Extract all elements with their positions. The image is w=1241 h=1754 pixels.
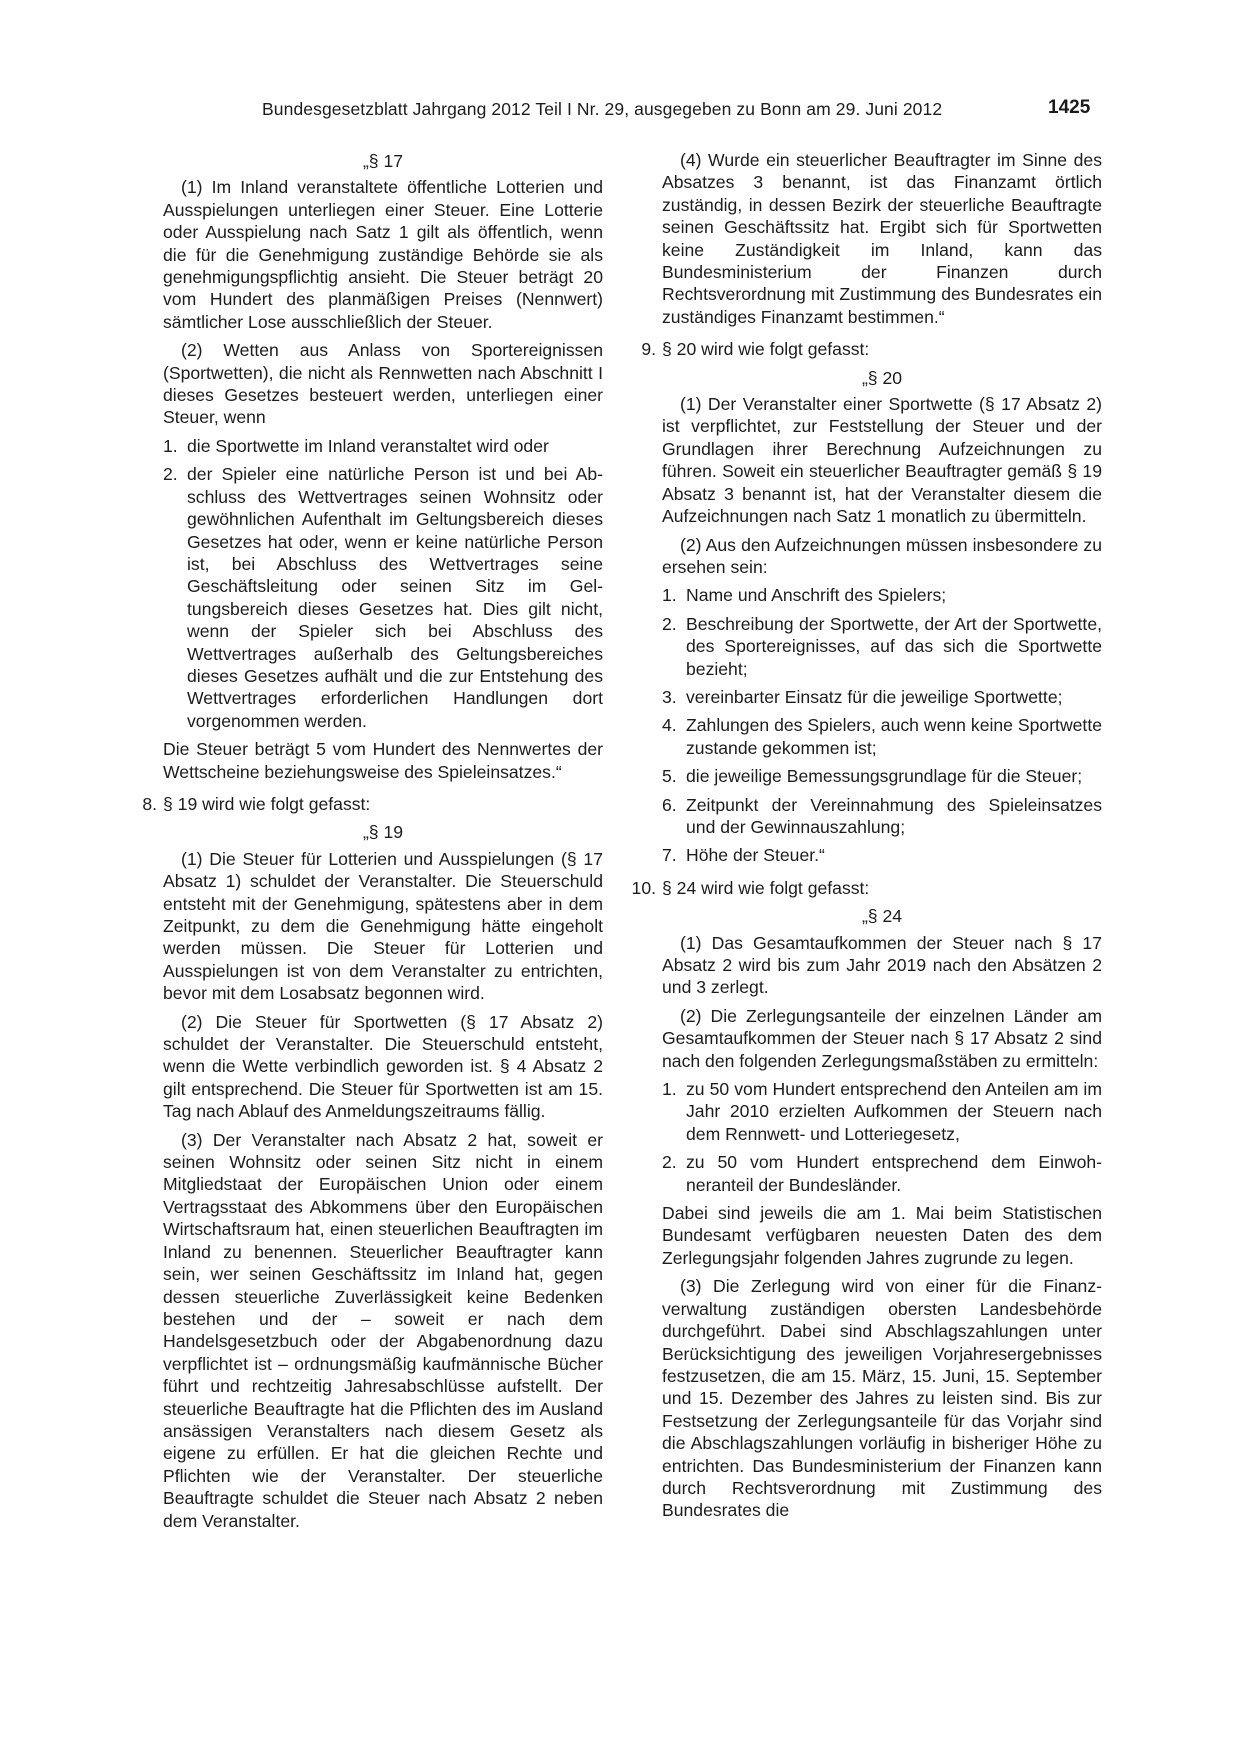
section-20-paragraph-1: (1) Der Veranstalter einer Sportwette (§ 17 Absatz 2) ist verpflichtet, zur Feststellung der Steuer und der Grundlagen ihrer Berechnung Aufzeichnungen zu führen. Soweit ein steuerlicher Beauftragter gemäß § 19 Absatz 3 benannt ist, hat der Veranstalter diesem die Aufzeichnungen nach Satz 1 monatlich zu übermitteln. — [662, 394, 1102, 527]
left-column — [142, 150, 603, 1538]
item-number: 1. — [163, 435, 178, 456]
item-text: die jeweilige Bemessungsgrundlage für die Steuer; — [686, 766, 1083, 787]
section-17-title: „§ 17 — [362, 151, 404, 171]
section-24-closing: Dabei sind jeweils die am 1. Mai beim Statistischen Bundesamt verfügbaren neuesten Daten des dem Zerlegungsjahr folgenden Jahres zugrunde zu legen. — [662, 1203, 1102, 1268]
gazette-header-title: Bundesgesetzblatt Jahrgang 2012 Teil I Nr. 29, ausgegeben zu Bonn am 29. Juni 2012 — [262, 99, 943, 119]
item-number: 7. — [662, 845, 677, 866]
amendment-number: 8. — [142, 793, 157, 814]
section-17-paragraph-2: (2) Wetten aus Anlass von Sportereignissen (Sportwetten), die nicht als Rennwetten nach Abschnitt I dieses Gesetzes besteuert werden, unterliegen einer Steuer, wenn — [163, 340, 603, 428]
section-19-paragraph-1: (1) Die Steuer für Lotterien und Ausspielungen (§ 17 Absatz 1) schuldet der Veranstalter. Die Steuerschuld entsteht mit der Genehmigung, spätestens aber in dem Zeitpunkt, zu dem die Genehmigung hätte eingeholt werden müssen. Die Steuer für Lotterien und Ausspielungen ist von dem Veranstalter zu entrichten, bevor mit dem Losabsatz begonnen wird. — [163, 848, 603, 1004]
item-text: zu 50 vom Hundert entsprechend den Anteilen am im Jahr 2010 erzielten Aufkommen der Steuern nach dem Rennwett- und Lotteriegesetz, — [686, 1079, 1102, 1144]
section-24-paragraph-2: (2) Die Zerlegungsanteile der einzelnen Länder am Gesamtaufkommen der Steuer nach § 17 Absatz 2 sind nach den folgenden Zerlegungsmaßstäben zu ermitteln: — [662, 1005, 1102, 1071]
item-number: 1. — [662, 585, 677, 606]
item-text: Zahlungen des Spielers, auch wenn keine Sportwette zustande gekommen ist; — [686, 715, 1102, 758]
section-24-paragraph-1: (1) Das Gesamtaufkommen der Steuer nach § 17 Absatz 2 wird bis zum Jahr 2019 nach den Absätzen 2 und 3 zerlegt. — [662, 932, 1102, 998]
section-20-item-1 — [662, 584, 1102, 606]
item-text: Beschreibung der Sportwette, der Art der Sportwette, des Sportereignisses, auf das sich die Sportwette bezieht; — [686, 613, 1102, 679]
amendment-9 — [641, 338, 1102, 360]
section-20-item-7 — [662, 844, 1102, 866]
section-24-title: „§ 24 — [861, 906, 903, 927]
item-number: 5. — [662, 766, 677, 787]
section-20-item-2 — [662, 613, 1102, 680]
item-text: Name und Anschrift des Spielers; — [686, 585, 947, 606]
item-text: der Spieler eine natürliche Person ist und bei Abschluss des Wettvertrages seinen Wohnsitz oder gewöhnlichen Aufenthalt im Geltungsbereich dieses Gesetzes hat oder, wenn er keine natürliche Person ist, bei Abschluss des Wettvertrages seine Geschäftsleitung oder seinen Sitz im Geltungsbereich dieses Gesetzes hat. Dies gilt nicht, wenn der Spieler sich bei Abschluss des Wettvertrages außerhalb des Geltungsbereiches dieses Gesetzes aufhält und die zur Entstehung des Wettvertrages erforderlichen Handlungen dort vorgenommen werden. — [187, 464, 603, 731]
amendment-8 — [142, 793, 603, 815]
section-20-item-4 — [662, 714, 1102, 759]
section-17-item-1 — [163, 435, 603, 457]
amendment-number: 9. — [641, 339, 656, 360]
item-text: zu 50 vom Hundert entsprechend dem Einwohneranteil der Bundesländer. — [686, 1152, 1102, 1195]
section-17-closing: Die Steuer beträgt 5 vom Hundert des Nennwertes der Wettscheine beziehungsweise des Spieleinsatzes.“ — [163, 739, 603, 782]
section-19-paragraph-4: (4) Wurde ein steuerlicher Beauftragter im Sinne des Absatzes 3 benannt, ist das Finanzamt örtlich zuständig, in dessen Bezirk der steuerliche Beauftragte seinen Geschäftssitz hat. Ergibt sich für Sportwetten keine Zuständigkeit im Inland, kann das Bundesministerium der Finanzen durch Rechtsverordnung mit Zustimmung des Bundesrates ein zuständiges Finanzamt bestimmen.“ — [662, 150, 1102, 327]
section-24-item-1 — [662, 1078, 1102, 1145]
page-header — [0, 99, 1241, 125]
item-text: Zeitpunkt der Vereinnahmung des Spieleinsatzes und der Gewinnauszahlung; — [686, 794, 1102, 837]
amendment-text: § 19 wird wie folgt gefasst: — [163, 793, 371, 814]
section-17-paragraph-1: (1) Im Inland veranstaltete öffentliche Lotterien und Ausspielungen unterliegen einer Steuer. Eine Lotterie oder Ausspielung nach Satz 1 gilt als öffentlich, wenn die für die Genehmigung zuständige Behörde sie als genehmigungspflichtig ansieht. Die Steuer beträgt 20 vom Hundert des planmäßigen Preises (Nennwert) sämtlicher Lose ausschließlich der Steuer. — [163, 177, 603, 332]
section-19-title: „§ 19 — [362, 822, 404, 843]
item-text: vereinbarter Einsatz für die jeweilige Sportwette; — [686, 686, 1063, 707]
section-19-paragraph-3: (3) Der Veranstalter nach Absatz 2 hat, soweit er seinen Wohnsitz oder seinen Sitz nicht in einem Mitgliedstaat der Europäischen Union oder einem Vertragsstaat des Abkommens über den Europäischen Wirtschaftsraum hat, einen steuerlichen Beauftragten im Inland zu benennen. Steuerlicher Beauftragter kann sein, wer seinen Geschäftssitz im Inland hat, gegen dessen steuerliche Zuverlässigkeit keine Bedenken bestehen und der – soweit er nach dem Handelsgesetzbuch oder der Abgabenordnung dazu verpflichtet ist – ordnungsmäßig kaufmännische Bücher führt und rechtzeitig Jahresabschlüsse aufstellt. Der steuerliche Beauftragte hat die Pflichten des im Ausland ansässigen Veranstalters nach diesem Gesetz als eigene zu erfüllen. Er hat die gleichen Rechte und Pflichten wie der Veranstalter. Der steuerliche Beauftragte schuldet die Steuer nach Absatz 2 neben dem Veranstalter. — [163, 1129, 603, 1531]
amendment-10 — [631, 877, 1102, 899]
item-number: 2. — [662, 613, 677, 634]
item-text: Höhe der Steuer.“ — [686, 845, 825, 866]
section-20-item-3 — [662, 686, 1102, 708]
section-20-item-6 — [662, 794, 1102, 839]
item-text: die Sportwette im Inland veranstaltet wird oder — [187, 435, 549, 456]
section-19-paragraph-2: (2) Die Steuer für Sportwetten (§ 17 Absatz 2) schuldet der Veranstalter. Die Steuerschuld entsteht, wenn die Wette verbindlich geworden ist. § 4 Absatz 2 gilt entsprechend. Die Steuer für Sportwetten ist am 15. Tag nach Ablauf des Anmeldungszeitraums fällig. — [163, 1011, 603, 1122]
page-number: 1425 — [1048, 97, 1091, 118]
item-number: 4. — [662, 715, 677, 736]
item-number: 2. — [163, 464, 178, 485]
section-20-title: „§ 20 — [861, 367, 903, 388]
amendment-text: § 24 wird wie folgt gefasst: — [662, 877, 870, 898]
section-20-item-5 — [662, 765, 1102, 787]
item-number: 6. — [662, 794, 677, 815]
right-column — [631, 149, 1102, 1528]
section-17-item-2 — [163, 463, 603, 732]
item-number: 1. — [662, 1079, 677, 1100]
amendment-number: 10. — [631, 877, 656, 898]
item-number: 2. — [662, 1152, 677, 1173]
item-number: 3. — [662, 686, 677, 707]
amendment-text: § 20 wird wie folgt gefasst: — [662, 339, 870, 360]
section-24-paragraph-3: (3) Die Zerlegung wird von einer für die Finanzverwaltung zuständigen obersten Landesbehörde durchgeführt. Dabei sind Abschlagszahlungen unter Berücksichtigung des jeweiligen Vorjahresergebnisses festzusetzen, die am 15. März, 15. Juni, 15. September und 15. Dezember des Jahres zu leisten sind. Bis zur Festsetzung der Zerlegungsanteile für das Vorjahr sind die Abschlagszahlungen vorläufig in bisheriger Höhe zu entrichten. Das Bundesministerium der Finanzen kann durch Rechtsverordnung mit Zustimmung des Bundesrates die — [662, 1276, 1102, 1521]
section-24-item-2 — [662, 1151, 1102, 1196]
section-20-paragraph-2: (2) Aus den Aufzeichnungen müssen insbesondere zu ersehen sein: — [662, 534, 1102, 577]
